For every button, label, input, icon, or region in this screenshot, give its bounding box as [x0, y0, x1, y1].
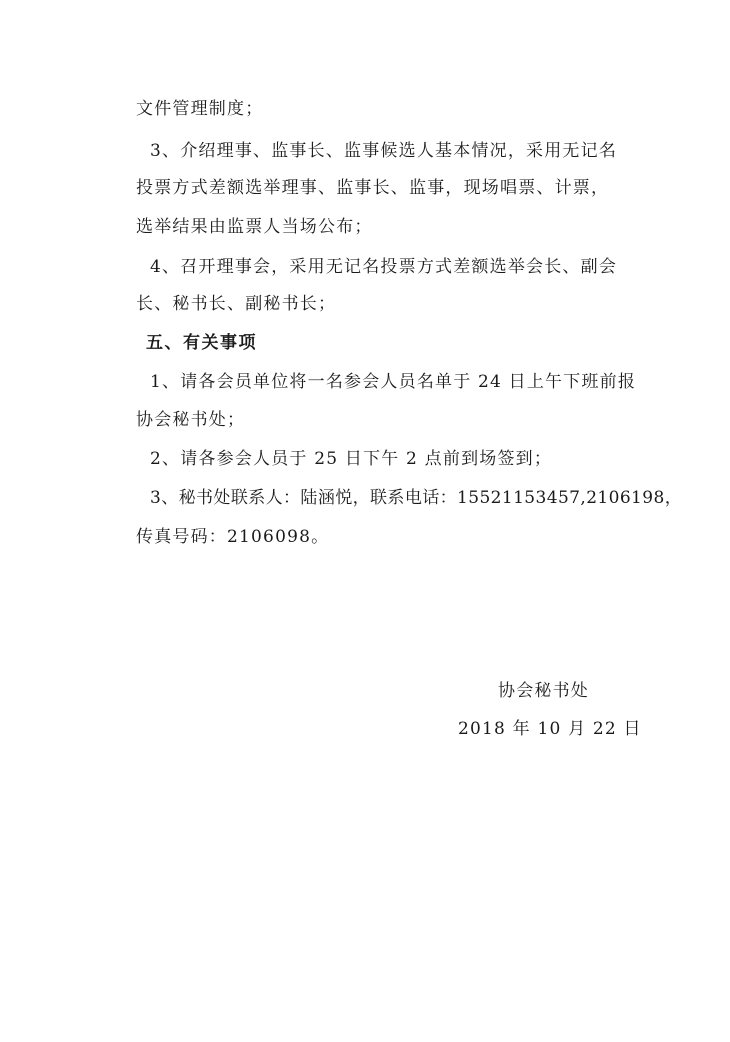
paragraph-line-8: 协会秘书处； — [136, 410, 246, 430]
paragraph-line-9: 2、请各参会人员于 25 日下午 2 点前到场签到； — [150, 449, 553, 469]
paragraph-line-1: 文件管理制度； — [136, 99, 264, 119]
signature-org: 协会秘书处 — [498, 681, 589, 701]
paragraph-line-6: 长、秘书长、副秘书长； — [136, 294, 337, 314]
paragraph-line-7: 1、请各会员单位将一名参会人员名单于 24 日上午下班前报 — [150, 372, 637, 392]
paragraph-line-3: 投票方式差额选举理事、监事长、监事，现场唱票、计票， — [136, 178, 610, 198]
signature-date: 2018 年 10 月 22 日 — [458, 719, 642, 739]
section-heading: 五、有关事项 — [146, 333, 257, 353]
paragraph-line-5: 4、召开理事会，采用无记名投票方式差额选举会长、副会 — [150, 257, 618, 277]
paragraph-line-10: 3、秘书处联系人：陆涵悦，联系电话：15521153457,2106198， — [150, 488, 683, 508]
paragraph-line-2: 3、介绍理事、监事长、监事候选人基本情况，采用无记名 — [150, 141, 618, 161]
paragraph-line-11: 传真号码：2106098。 — [136, 527, 330, 547]
paragraph-line-4: 选举结果由监票人当场公布； — [136, 217, 373, 237]
